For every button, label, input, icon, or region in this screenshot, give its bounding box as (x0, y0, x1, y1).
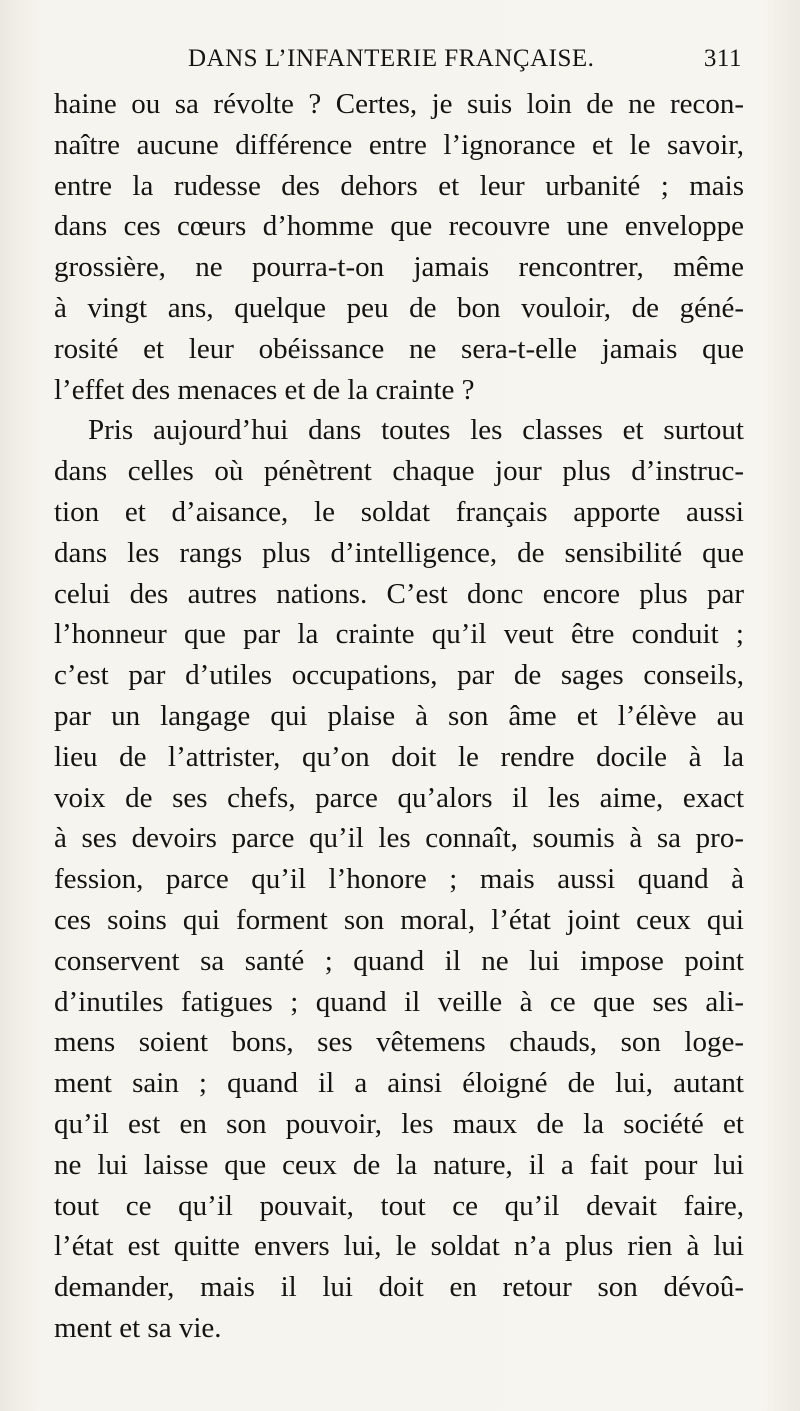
body-text (54, 84, 744, 1349)
text-line: l’honneur que par la crainte qu’il veut être conduit ; (54, 618, 744, 651)
text-line: tout ce qu’il pouvait, tout ce qu’il devait faire, (54, 1189, 744, 1222)
text-line: lieu de l’attrister, qu’on doit le rendre docile à la (54, 740, 744, 773)
text-line: qu’il est en son pouvoir, les maux de la société et (54, 1107, 744, 1140)
text-line: ment et sa vie. (54, 1311, 222, 1344)
text-line: rosité et leur obéissance ne sera-t-elle jamais que (54, 332, 744, 365)
text-line: conservent sa santé ; quand il ne lui impose point (54, 944, 744, 977)
page-number: 311 (703, 45, 742, 72)
text-line: ces soins qui forment son moral, l’état joint ceux qui (54, 903, 744, 936)
text-line: l’effet des menaces et de la crainte ? (54, 373, 475, 406)
text-line: voix de ses chefs, parce qu’alors il les aime, exact (54, 781, 744, 814)
text-line: l’état est quitte envers lui, le soldat n’a plus rien à lui (54, 1230, 744, 1263)
text-line: ment sain ; quand il a ainsi éloigné de lui, autant (54, 1067, 744, 1100)
text-line: dans ces cœurs d’homme que recouvre une enveloppe (54, 210, 744, 243)
text-line: ne lui laisse que ceux de la nature, il a fait pour lui (54, 1148, 744, 1181)
text-line: dans celles où pénètrent chaque jour plus d’instruc- (54, 455, 744, 488)
text-line: mens soient bons, ses vêtemens chauds, son loge- (54, 1026, 744, 1059)
text-line: c’est par d’utiles occupations, par de sages conseils, (54, 659, 744, 692)
text-line: celui des autres nations. C’est donc encore plus par (54, 577, 744, 610)
paragraph-start-line: Pris aujourd’hui dans toutes les classes et surtout (88, 414, 744, 447)
text-line: d’inutiles fatigues ; quand il veille à ce que ses ali- (54, 985, 744, 1018)
text-line: dans les rangs plus d’intelligence, de sensibilité que (54, 536, 744, 569)
text-line: fession, parce qu’il l’honore ; mais aussi quand à (54, 863, 744, 896)
text-line: demander, mais il lui doit en retour son dévoû- (54, 1271, 744, 1304)
text-line: tion et d’aisance, le soldat français apporte aussi (54, 495, 744, 528)
text-line: par un langage qui plaise à son âme et l’élève au (54, 699, 744, 732)
text-line: grossière, ne pourra-t-on jamais rencontrer, même (54, 251, 744, 284)
text-line: à vingt ans, quelque peu de bon vouloir, de géné- (54, 291, 744, 324)
text-line: naître aucune différence entre l’ignorance et le savoir, (54, 128, 744, 161)
text-line: à ses devoirs parce qu’il les connaît, soumis à sa pro- (54, 822, 744, 855)
running-title: DANS L’INFANTERIE FRANÇAISE. (188, 45, 595, 72)
text-line: entre la rudesse des dehors et leur urbanité ; mais (54, 169, 744, 202)
text-line: haine ou sa révolte ? Certes, je suis loin de ne recon- (54, 88, 744, 120)
